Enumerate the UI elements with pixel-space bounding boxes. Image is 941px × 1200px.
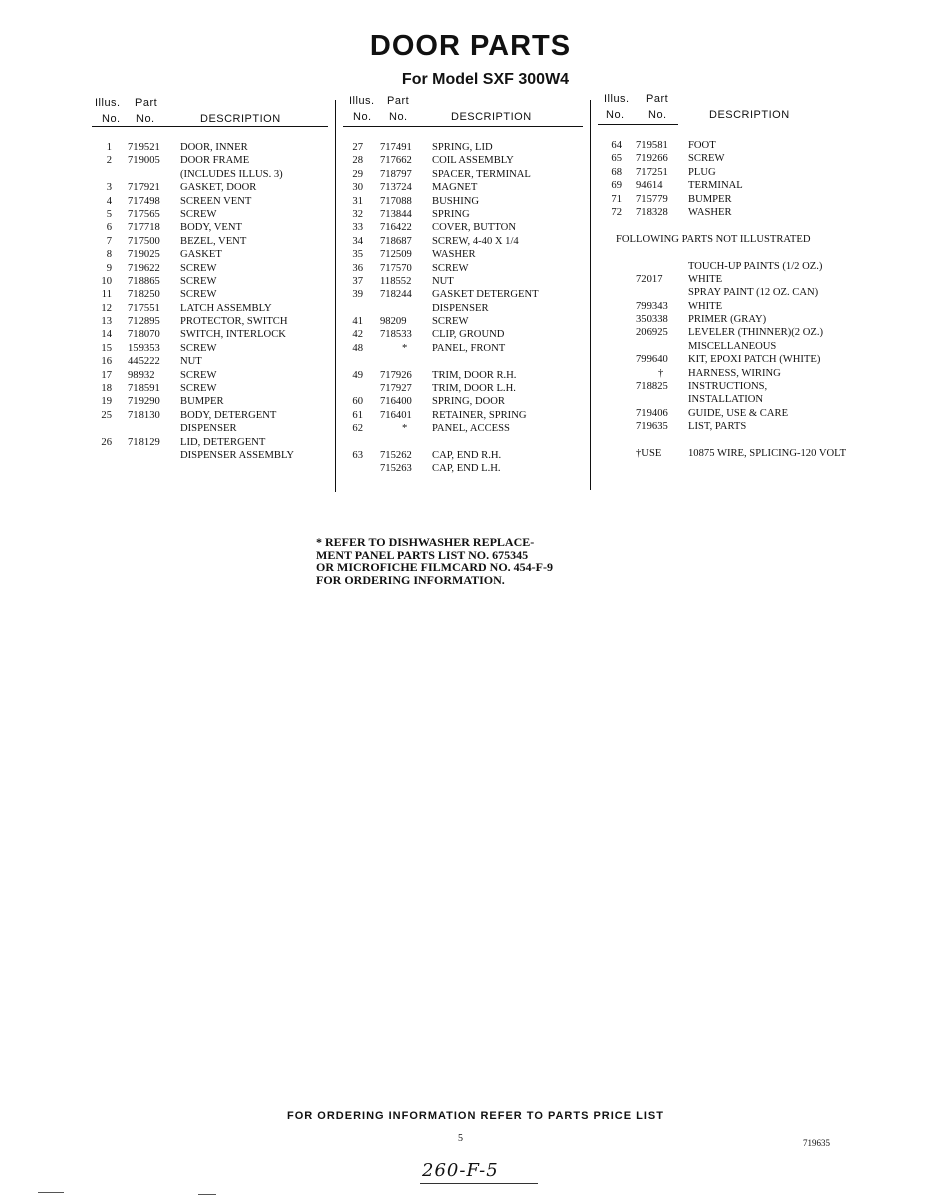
part-number: 718070 [128, 329, 160, 341]
header-rule [343, 126, 583, 127]
illus-number: 39 [352, 289, 363, 301]
illus-number: 1 [106, 142, 112, 153]
column-header [92, 95, 328, 127]
part-description: SPRING, LID [432, 142, 493, 153]
page-title: DOOR PARTS [369, 30, 572, 62]
part-description: BODY, VENT [180, 222, 242, 234]
part-number: 206925 [636, 327, 668, 339]
part-number: 716400 [380, 396, 412, 408]
part-number: 719025 [128, 249, 160, 261]
part-description: FOOT [688, 140, 716, 151]
column-header [598, 95, 878, 127]
section-heading: FOLLOWING PARTS NOT ILLUSTRATED [616, 233, 811, 245]
part-description: TRIM, DOOR R.H. [432, 369, 517, 381]
part-number: 445222 [128, 356, 160, 368]
part-number: 72017 [636, 273, 663, 285]
header-part-no: No. [136, 113, 155, 125]
part-number: 715263 [380, 463, 412, 475]
part-description: PANEL, ACCESS [432, 423, 510, 435]
handwritten-underline [420, 1183, 538, 1184]
part-description: BUSHING [432, 195, 480, 207]
part-description: TOUCH-UP PAINTS (1/2 OZ.) [688, 260, 823, 272]
part-number: 718797 [380, 168, 412, 180]
part-description: INSTALLATION [688, 394, 764, 406]
part-description: BUMPER [688, 193, 732, 205]
part-description: KIT, EPOXI PATCH (WHITE) [688, 354, 821, 366]
illus-number: 37 [352, 275, 363, 287]
part-description: CLIP, GROUND [432, 329, 505, 341]
part-description: SCREW [180, 275, 217, 287]
part-description: WASHER [432, 249, 476, 261]
part-number: 717491 [380, 142, 412, 153]
part-number: 717927 [380, 383, 412, 395]
part-description: (INCLUDES ILLUS. 3) [180, 168, 283, 180]
part-description: LIST, PARTS [688, 421, 747, 433]
header-illus-no: No. [353, 111, 372, 123]
header-part-no: No. [389, 111, 408, 123]
header-illus-label: Illus. [604, 93, 630, 105]
part-number: 717570 [380, 262, 412, 274]
illus-number: 25 [101, 409, 112, 421]
illus-number: 15 [101, 342, 112, 354]
part-description: GASKET, DOOR [180, 182, 257, 194]
part-description: DISPENSER ASSEMBLY [180, 449, 295, 461]
part-description: TRIM, DOOR L.H. [432, 383, 516, 395]
part-number: 799640 [636, 354, 668, 366]
illus-number: 41 [352, 316, 363, 328]
header-part-no: No. [648, 109, 667, 121]
illus-number: 14 [101, 329, 112, 341]
part-number: † [658, 367, 664, 379]
part-description: SWITCH, INTERLOCK [180, 329, 286, 341]
part-number: 717088 [380, 195, 412, 207]
header-illus-no: No. [102, 113, 121, 125]
header-part-label: Part [387, 95, 410, 107]
illus-number: 8 [106, 249, 112, 261]
part-description: CAP, END L.H. [432, 463, 501, 475]
part-description: PROTECTOR, SWITCH [180, 316, 288, 328]
part-number: 713724 [380, 182, 412, 194]
part-number: 719635 [636, 421, 668, 433]
part-number: 799343 [636, 300, 668, 312]
illus-number: 10 [101, 275, 112, 287]
part-description: WASHER [688, 206, 732, 218]
illus-number: 2 [106, 155, 112, 167]
part-description: SCREW [432, 262, 469, 274]
part-number: 717251 [636, 166, 668, 178]
footnote-line: MENT PANEL PARTS LIST NO. 675345 [316, 547, 529, 562]
illus-number: 9 [106, 262, 112, 274]
part-description: BEZEL, VENT [180, 235, 247, 247]
part-description: SCREW [180, 208, 217, 220]
part-description: HARNESS, WIRING [688, 367, 781, 379]
part-description: DISPENSER [180, 423, 237, 435]
column-divider [590, 100, 591, 490]
header-description: DESCRIPTION [200, 113, 281, 125]
footnote-line: * REFER TO DISHWASHER REPLACE- [316, 535, 535, 549]
illus-number: 31 [352, 195, 363, 207]
illus-number: 11 [101, 289, 112, 301]
part-number: 718250 [128, 289, 160, 301]
part-number: 713844 [380, 208, 412, 220]
part-number: 717498 [128, 195, 160, 207]
part-number: 350338 [636, 314, 668, 326]
part-number: 718825 [636, 381, 668, 393]
header-illus-label: Illus. [95, 97, 121, 109]
handwritten-note: 260-F-5 [422, 1160, 499, 1181]
part-description: SCREW [180, 383, 217, 395]
illus-number: 27 [352, 142, 363, 153]
part-description: CAP, END R.H. [432, 449, 502, 461]
part-number: 718591 [128, 383, 160, 395]
part-description: SCREW, 4-40 X 1/4 [432, 235, 519, 247]
part-description: GASKET [180, 249, 222, 261]
part-description: LATCH ASSEMBLY [180, 302, 272, 314]
illus-number: 7 [106, 235, 112, 247]
illus-number: 12 [101, 302, 112, 314]
scan-mark [38, 1192, 64, 1193]
illus-number: 34 [352, 235, 363, 247]
illus-number: 18 [101, 383, 112, 395]
part-description: SCREW [432, 316, 469, 328]
illus-number: 35 [352, 249, 363, 261]
parts-column-3 [598, 93, 878, 459]
part-description: SPRAY PAINT (12 OZ. CAN) [688, 287, 819, 299]
header-description: DESCRIPTION [451, 111, 532, 123]
illus-number: 3 [106, 182, 112, 194]
part-description: COVER, BUTTON [432, 222, 516, 234]
parts-column-1 [92, 95, 328, 461]
part-number: 719290 [128, 396, 160, 408]
part-number: 719406 [636, 407, 668, 419]
part-number: 719622 [128, 262, 160, 274]
part-description: RETAINER, SPRING [432, 409, 527, 421]
part-description: TERMINAL [688, 180, 743, 192]
part-description: MAGNET [432, 182, 478, 194]
illus-number: 65 [611, 153, 622, 165]
part-description: DOOR FRAME [180, 155, 250, 167]
part-number: 715262 [380, 449, 412, 461]
part-description: COIL ASSEMBLY [432, 155, 514, 167]
part-description: BUMPER [180, 396, 224, 408]
part-description: SCREEN VENT [180, 195, 252, 207]
part-number: 717718 [128, 222, 160, 234]
part-description: SPRING [432, 208, 470, 220]
part-description: WHITE [688, 273, 723, 285]
part-number: †USE [636, 447, 662, 459]
part-number: 718130 [128, 409, 160, 421]
illus-number: 68 [611, 166, 622, 178]
part-number: 717565 [128, 208, 160, 220]
ordering-footer: FOR ORDERING INFORMATION REFER TO PARTS PRICE LIST [287, 1110, 664, 1122]
part-number: 712895 [128, 316, 160, 328]
illus-number: 5 [106, 208, 112, 220]
part-description: SCREW [180, 262, 217, 274]
part-number: 118552 [380, 275, 412, 287]
illus-number: 49 [352, 369, 363, 381]
illus-number: 17 [101, 369, 112, 381]
footnote-line: FOR ORDERING INFORMATION. [316, 572, 505, 587]
illus-number: 62 [352, 423, 363, 435]
illus-number: 48 [352, 342, 363, 354]
part-description: SCREW [180, 369, 217, 381]
part-description: GUIDE, USE & CARE [688, 407, 789, 419]
part-number: 718244 [380, 289, 412, 301]
column-divider [335, 100, 336, 492]
illus-number: 16 [101, 356, 112, 368]
part-number: 716401 [380, 409, 412, 421]
illus-number: 28 [352, 155, 363, 167]
part-description: SCREW [180, 289, 217, 301]
illus-number: 69 [611, 180, 622, 192]
part-description: DISPENSER [432, 302, 489, 314]
part-description: BODY, DETERGENT [180, 409, 277, 421]
header-description: DESCRIPTION [709, 109, 790, 121]
part-number: * [402, 423, 408, 435]
part-description: NUT [180, 356, 202, 368]
illus-number: 19 [101, 396, 112, 408]
header-part-label: Part [646, 93, 669, 105]
part-description: PRIMER (GRAY) [688, 314, 767, 326]
part-number: 719005 [128, 155, 160, 167]
part-description: NUT [432, 275, 454, 287]
part-description: SCREW [180, 342, 217, 354]
header-rule [92, 126, 328, 127]
part-number: 717551 [128, 302, 160, 314]
header-illus-no: No. [606, 109, 625, 121]
column-header [343, 95, 583, 127]
header-rule [598, 124, 678, 125]
illus-number: 4 [106, 195, 112, 207]
part-description: MISCELLANEOUS [688, 340, 777, 352]
part-description: DOOR, INNER [180, 142, 248, 153]
part-number: 719581 [636, 140, 668, 151]
parts-column-2 [343, 95, 583, 475]
illus-number: 63 [352, 449, 363, 461]
page-number: 5 [458, 1133, 463, 1144]
illus-number: 32 [352, 208, 363, 220]
illus-number: 71 [611, 193, 622, 205]
part-number: 159353 [128, 342, 160, 354]
illus-number: 60 [352, 396, 363, 408]
illus-number: 33 [352, 222, 363, 234]
part-number: 717662 [380, 155, 412, 167]
document-number: 719635 [803, 1138, 830, 1148]
part-description: SPRING, DOOR [432, 396, 505, 408]
part-description: SPACER, TERMINAL [432, 168, 531, 180]
illus-number: 64 [611, 140, 622, 151]
part-description: WHITE [688, 300, 723, 312]
part-description: GASKET DETERGENT [432, 289, 539, 301]
part-number: 98209 [380, 316, 407, 328]
part-number: 716422 [380, 222, 412, 234]
header-illus-label: Illus. [349, 95, 375, 107]
header-part-label: Part [135, 97, 158, 109]
part-description: LID, DETERGENT [180, 436, 266, 448]
part-description: LEVELER (THINNER)(2 OZ.) [688, 327, 824, 339]
scan-mark [198, 1194, 216, 1195]
illus-number: 6 [106, 222, 112, 234]
illus-number: 61 [352, 409, 363, 421]
illus-number: 72 [611, 206, 622, 218]
part-number: * [402, 342, 408, 354]
part-number: 715779 [636, 193, 668, 205]
part-number: 719521 [128, 142, 160, 153]
part-number: 718865 [128, 275, 160, 287]
illus-number: 42 [352, 329, 363, 341]
part-description: PANEL, FRONT [432, 342, 506, 354]
part-number: 717500 [128, 235, 160, 247]
illus-number: 30 [352, 182, 363, 194]
footnote-line: OR MICROFICHE FILMCARD NO. 454-F-9 [316, 560, 553, 574]
part-description: SCREW [688, 153, 725, 165]
part-description: 10875 WIRE, SPLICING-120 VOLT [688, 447, 847, 459]
part-number: 712509 [380, 249, 412, 261]
footnote [316, 536, 616, 586]
illus-number: 36 [352, 262, 363, 274]
part-number: 718328 [636, 206, 668, 218]
part-number: 94614 [636, 180, 663, 192]
part-number: 717921 [128, 182, 160, 194]
part-number: 718687 [380, 235, 412, 247]
part-number: 719266 [636, 153, 668, 165]
part-description: PLUG [688, 166, 716, 178]
part-description: INSTRUCTIONS, [688, 381, 768, 393]
part-number: 717926 [380, 369, 412, 381]
part-number: 718533 [380, 329, 412, 341]
illus-number: 13 [101, 316, 112, 328]
part-number: 718129 [128, 436, 160, 448]
illus-number: 29 [352, 168, 363, 180]
illus-number: 26 [101, 436, 112, 448]
page-subtitle: For Model SXF 300W4 [401, 71, 570, 88]
part-number: 98932 [128, 369, 155, 381]
